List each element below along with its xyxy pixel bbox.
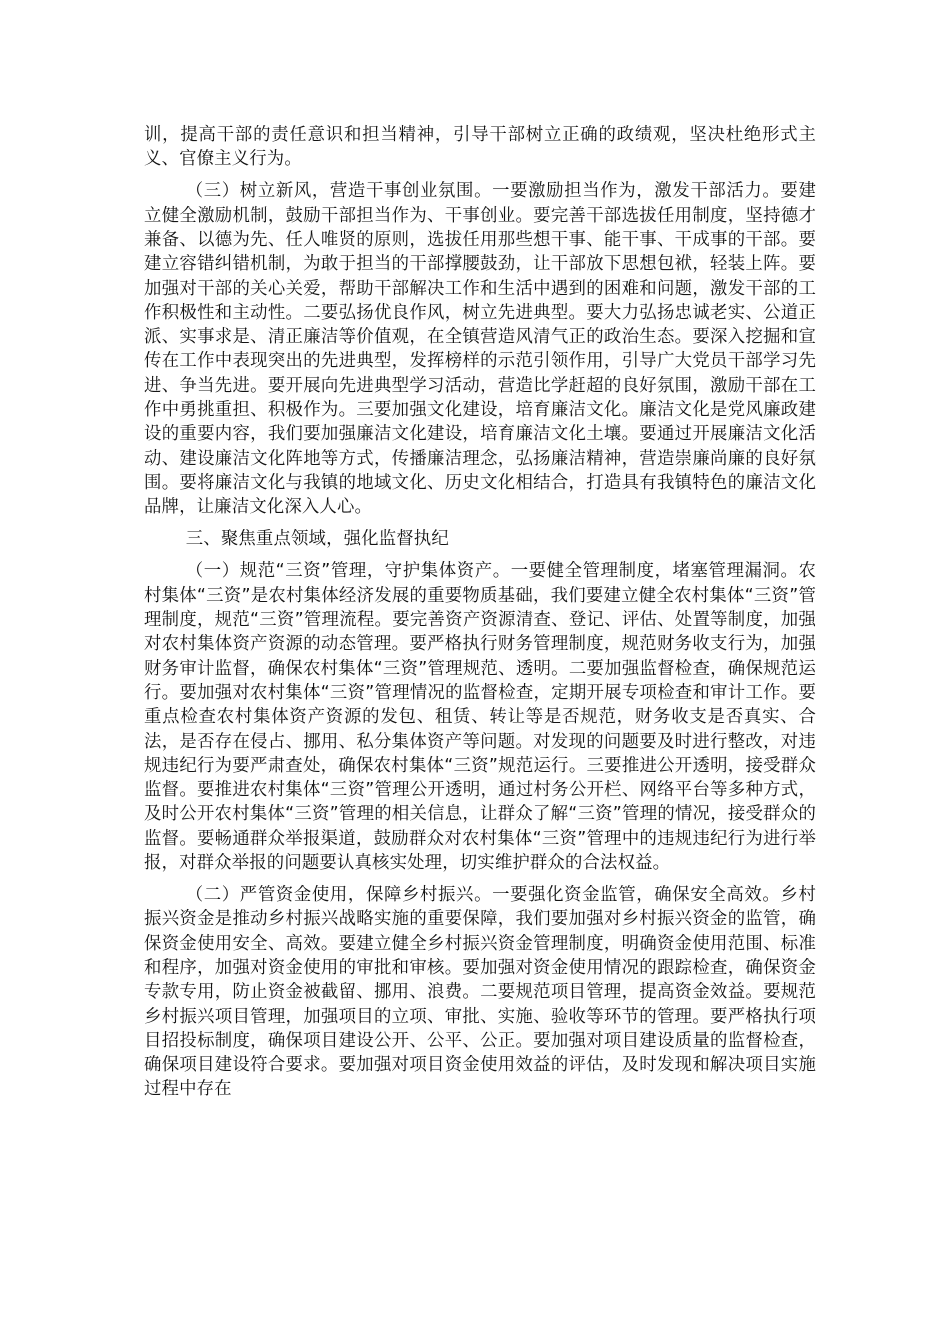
section-heading-3: 三、聚焦重点领域，强化监督执纪 (185, 529, 449, 550)
paragraph-subsection-2: （二）严管资金使用，保障乡村振兴。一要强化资金监管，确保安全高效。乡村振兴资金是推动乡村振兴战略实施的重要保障，我们要加强对乡村振兴资金的监管，确保资金使用安全、高效。要建立健全乡村振兴资金管理制度，明确资金使用范围、标准和程序，加强对资金使用的审批和审核。要加强对资金使用情况的跟踪检查，确保资金专款专用，防止资金被截留、挪用、浪费。二要规范项目管理，提高资金效益。要规范乡村振兴项目管理，加强项目的立项、审批、实施、验收等环节的管理。要严格执行项目招投标制度，确保项目建设公开、公平、公正。要加强对项目建设质量的监督检查，确保项目建设符合要求。要加强对项目资金使用效益的评估，及时发现和解决项目实施过程中存在 (144, 885, 816, 1100)
document-body (144, 123, 816, 1102)
paragraph-continuation: 训，提高干部的责任意识和担当精神，引导干部树立正确的政绩观，坚决杜绝形式主义、官僚主义行为。 (144, 125, 816, 170)
paragraph-subsection-1: （一）规范“三资”管理，守护集体资产。一要健全管理制度，堵塞管理漏洞。农村集体“三资”是农村集体经济发展的重要物质基础，我们要建立健全农村集体“三资”管理制度，规范“三资”管理流程。要完善资产资源清查、登记、评估、处置等制度，加强对农村集体资产资源的动态管理。要严格执行财务管理制度，规范财务收支行为，加强财务审计监督，确保农村集体“三资”管理规范、透明。二要加强监督检查，确保规范运行。要加强对农村集体“三资”管理情况的监督检查，定期开展专项检查和审计工作。要重点检查农村集体资产资源的发包、租赁、转让等是否规范，财务收支是否真实、合法，是否存在侵占、挪用、私分集体资产等问题。对发现的问题要及时进行整改，对违规违纪行为要严肃查处，确保农村集体“三资”规范运行。三要推进公开透明，接受群众监督。要推进农村集体“三资”管理公开透明，通过村务公开栏、网络平台等多种方式，及时公开农村集体“三资”管理的相关信息，让群众了解“三资”管理的情况，接受群众的监督。要畅通群众举报渠道，鼓励群众对农村集体“三资”管理中的违规违纪行为进行举报，对群众举报的问题要认真核实处理，切实维护群众的合法权益。 (144, 561, 816, 873)
paragraph-section-3-3: （三）树立新风，营造干事创业氛围。一要激励担当作为，激发干部活力。要建立健全激励机制，鼓励干部担当作为、干事创业。要完善干部选拔任用制度，坚持德才兼备、以德为先、任人唯贤的原则，选拔任用那些想干事、能干事、干成事的干部。要建立容错纠错机制，为敢于担当的干部撑腰鼓劲，让干部放下思想包袱，轻装上阵。要加强对干部的关心关爱，帮助干部解决工作和生活中遇到的困难和问题，激发干部的工作积极性和主动性。二要弘扬优良作风，树立先进典型。要大力弘扬忠诚老实、公道正派、实事求是、清正廉洁等价值观，在全镇营造风清气正的政治生态。要深入挖掘和宣传在工作中表现突出的先进典型，发挥榜样的示范引领作用，引导广大党员干部学习先进、争当先进。要开展向先进典型学习活动，营造比学赶超的良好氛围，激励干部在工作中勇挑重担、积极作为。三要加强文化建设，培育廉洁文化。廉洁文化是党风廉政建设的重要内容，我们要加强廉洁文化建设，培育廉洁文化土壤。要通过开展廉洁文化活动、建设廉洁文化阵地等方式，传播廉洁理念，弘扬廉洁精神，营造崇廉尚廉的良好氛围。要将廉洁文化与我镇的地域文化、历史文化相结合，打造具有我镇特色的廉洁文化品牌，让廉洁文化深入人心。 (144, 181, 816, 518)
